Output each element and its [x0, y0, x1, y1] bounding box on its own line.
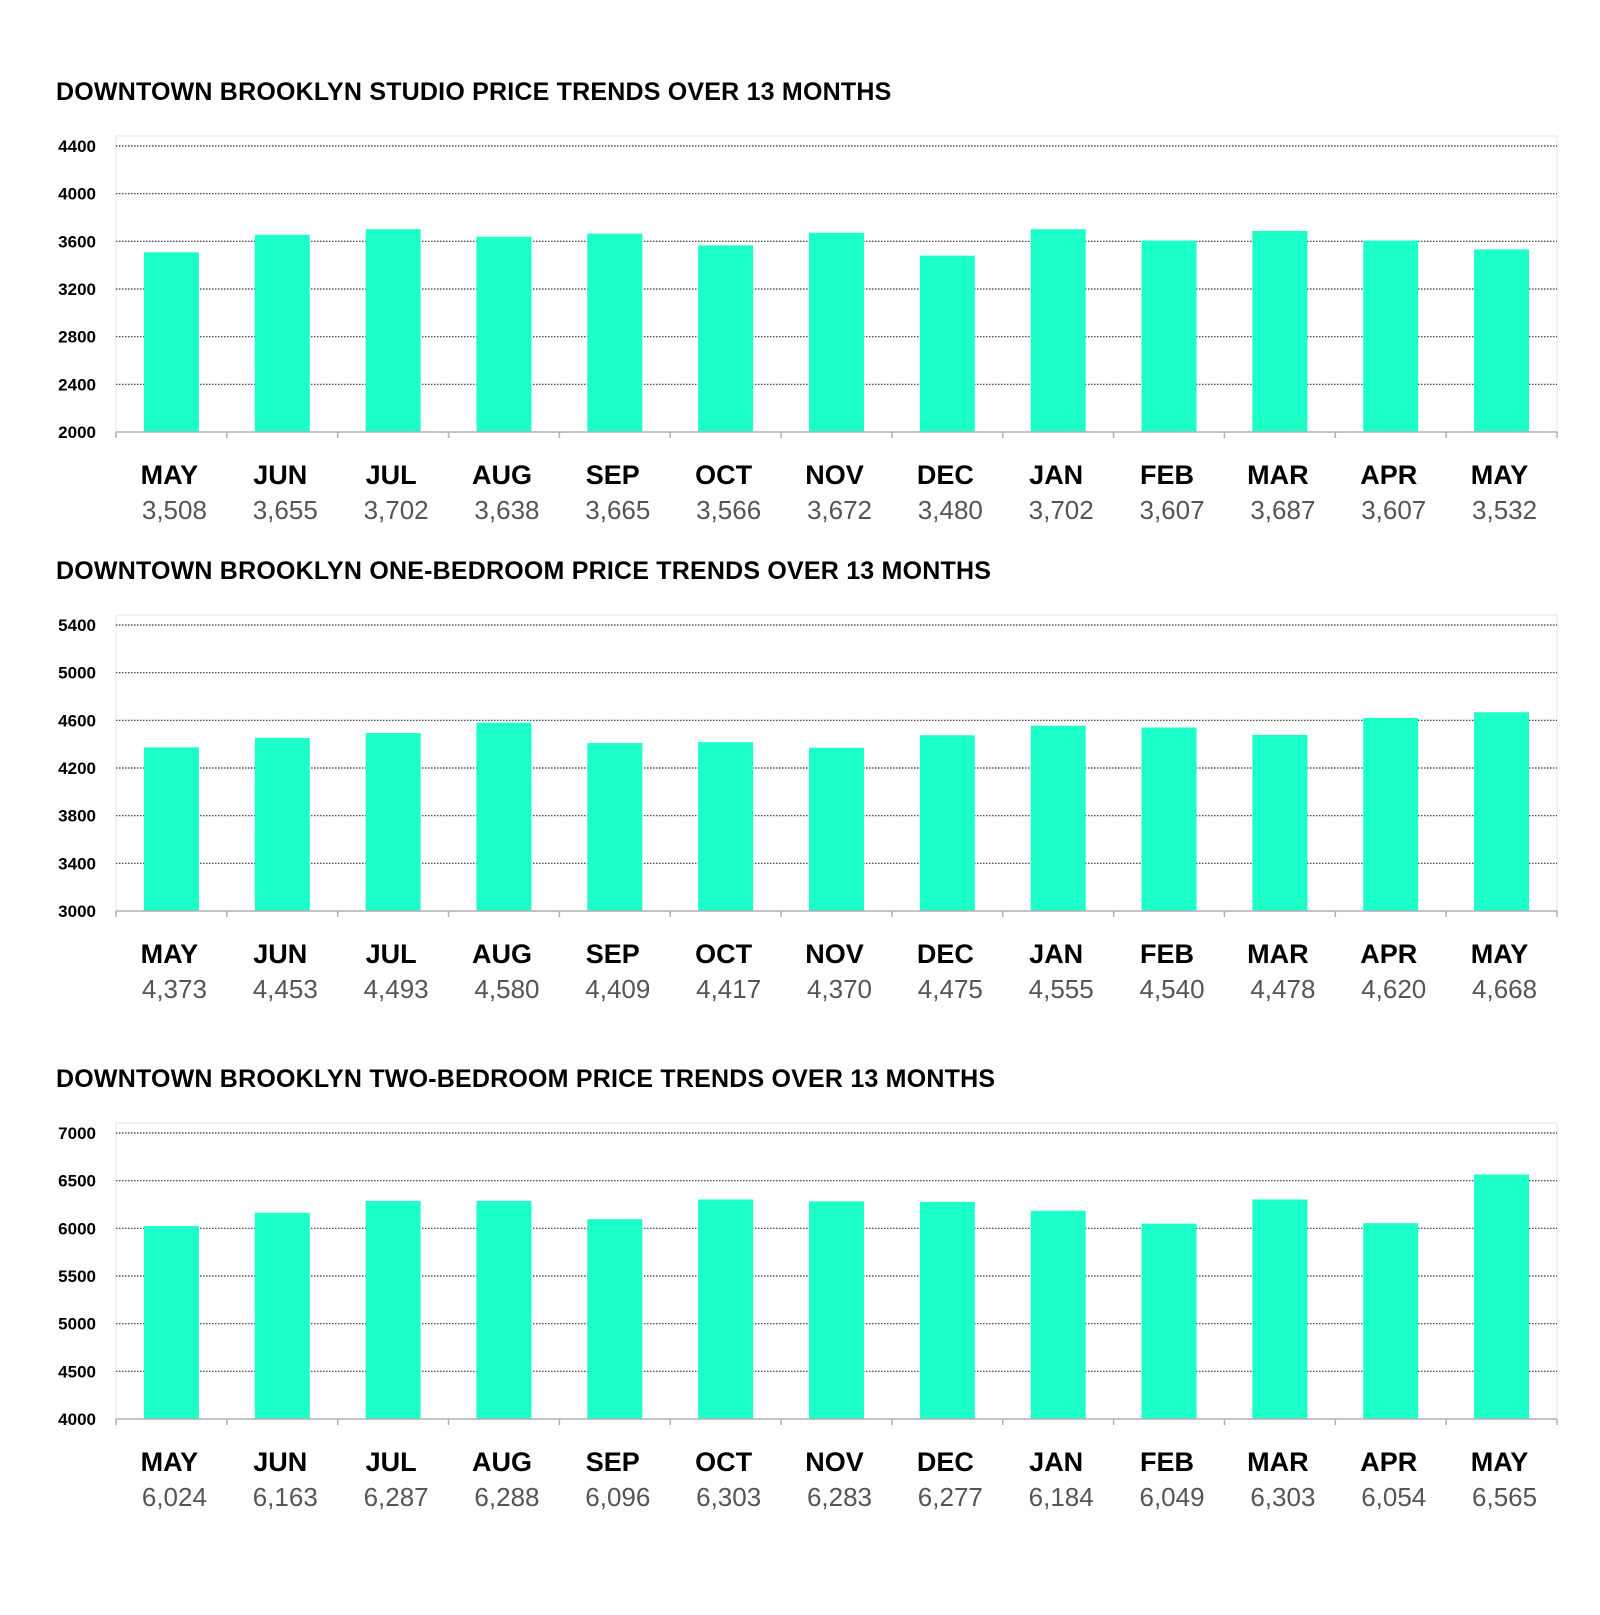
x-tick-label: SEP: [585, 460, 640, 490]
data-label: 4,478: [1250, 974, 1316, 1004]
bar: [920, 735, 975, 911]
data-label: 6,565: [1472, 1482, 1538, 1512]
data-label: 6,184: [1028, 1482, 1094, 1512]
bar: [1142, 727, 1197, 911]
x-tick-label: OCT: [695, 1447, 753, 1477]
x-tick-label: FEB: [1140, 939, 1195, 969]
data-label: 4,475: [917, 974, 983, 1004]
x-tick-label: JUL: [365, 460, 417, 490]
x-tick-label: FEB: [1140, 1447, 1195, 1477]
x-tick-label: APR: [1360, 460, 1418, 490]
chart-title: DOWNTOWN BROOKLYN TWO-BEDROOM PRICE TRENDS OVER 13 MONTHS: [56, 1065, 996, 1093]
studio-chart-panel: [0, 0, 1600, 525]
y-tick-label: 4000: [58, 1410, 96, 1429]
data-label: 3,702: [1028, 495, 1094, 525]
data-label: 3,638: [474, 495, 540, 525]
bar: [144, 252, 199, 432]
y-tick-label: 4200: [58, 759, 96, 778]
bar: [1363, 718, 1418, 911]
x-tick-label: AUG: [471, 460, 532, 490]
bar: [1474, 1174, 1529, 1419]
data-label: 3,508: [141, 495, 207, 525]
data-label: 3,480: [917, 495, 983, 525]
x-tick-label: JUL: [365, 1447, 417, 1477]
data-label: 4,373: [141, 974, 207, 1004]
bar: [366, 229, 421, 432]
data-label: 4,453: [252, 974, 318, 1004]
bar: [1363, 240, 1418, 432]
y-tick-label: 3200: [58, 280, 96, 299]
data-label: 3,672: [806, 495, 873, 525]
bar: [476, 723, 531, 911]
x-tick-label: AUG: [471, 1447, 532, 1477]
bar: [698, 742, 753, 911]
x-tick-label: MAY: [1470, 460, 1529, 490]
x-tick-label: JUN: [253, 939, 308, 969]
chart-title: DOWNTOWN BROOKLYN STUDIO PRICE TRENDS OVER 13 MONTHS: [56, 78, 892, 106]
one-bedroom-bar-chart: [0, 479, 1600, 1009]
data-label: 6,054: [1361, 1482, 1427, 1512]
data-label: 3,665: [585, 495, 651, 525]
bar: [809, 1201, 864, 1419]
bar: [809, 233, 864, 432]
x-tick-label: MAY: [1470, 939, 1529, 969]
y-tick-label: 5400: [58, 616, 96, 635]
x-tick-label: MAY: [1470, 1447, 1529, 1477]
x-tick-label: MAY: [140, 460, 199, 490]
bar: [920, 256, 975, 432]
bar: [698, 245, 753, 432]
bar: [587, 234, 642, 432]
data-label: 3,687: [1250, 495, 1316, 525]
x-tick-label: OCT: [695, 939, 753, 969]
x-tick-label: MAY: [140, 939, 199, 969]
chart-title: DOWNTOWN BROOKLYN ONE-BEDROOM PRICE TRENDS OVER 13 MONTHS: [56, 557, 992, 585]
x-tick-label: FEB: [1140, 460, 1195, 490]
data-label: 4,620: [1361, 974, 1427, 1004]
data-label: 3,566: [696, 495, 762, 525]
data-label: 6,288: [474, 1482, 540, 1512]
bar: [1142, 240, 1197, 432]
x-tick-label: SEP: [585, 939, 640, 969]
x-tick-label: MAR: [1247, 1447, 1309, 1477]
x-tick-label: JAN: [1029, 460, 1084, 490]
data-label: 3,655: [252, 495, 318, 525]
y-tick-label: 3800: [58, 806, 96, 826]
bar: [1252, 231, 1307, 432]
bar: [1474, 712, 1529, 911]
one-bedroom-chart-panel: [0, 479, 1600, 1004]
bar: [255, 235, 310, 432]
y-tick-label: 7000: [58, 1124, 96, 1143]
y-tick-label: 3000: [58, 902, 96, 921]
x-tick-label: APR: [1360, 1447, 1418, 1477]
data-label: 3,607: [1139, 495, 1205, 525]
data-label: 6,163: [252, 1482, 318, 1512]
data-label: 4,540: [1139, 974, 1205, 1004]
x-tick-label: AUG: [471, 939, 532, 969]
bar: [1252, 1199, 1307, 1419]
data-label: 4,580: [474, 974, 540, 1004]
x-tick-label: DEC: [916, 939, 974, 969]
y-tick-label: 5500: [58, 1267, 96, 1286]
x-tick-label: APR: [1360, 939, 1418, 969]
x-tick-label: MAR: [1247, 460, 1309, 490]
x-tick-label: JAN: [1029, 939, 1084, 969]
data-label: 4,417: [696, 974, 762, 1004]
y-tick-label: 2400: [58, 375, 96, 395]
y-tick-label: 4000: [58, 184, 96, 204]
bar: [920, 1202, 975, 1419]
bar: [144, 747, 199, 911]
studio-bar-chart: [0, 0, 1600, 530]
two-bedroom-chart-panel: [0, 987, 1600, 1512]
two-bedroom-bar-chart: [0, 987, 1600, 1517]
bar: [1031, 1211, 1086, 1419]
bar: [809, 748, 864, 911]
y-tick-label: 6500: [58, 1171, 96, 1191]
data-label: 6,303: [696, 1482, 762, 1512]
x-tick-label: SEP: [585, 1447, 640, 1477]
bar: [1252, 735, 1307, 911]
y-tick-label: 3600: [58, 232, 96, 252]
x-tick-label: MAY: [140, 1447, 199, 1477]
x-tick-label: JAN: [1029, 1447, 1084, 1477]
y-tick-label: 2000: [58, 423, 96, 442]
bar: [698, 1199, 753, 1419]
data-label: 6,024: [141, 1482, 207, 1512]
data-label: 6,096: [585, 1482, 651, 1512]
y-tick-label: 6000: [58, 1219, 96, 1239]
data-label: 6,277: [917, 1482, 983, 1512]
bar: [587, 1219, 642, 1419]
y-tick-label: 4500: [58, 1362, 96, 1382]
bar: [366, 1201, 421, 1419]
y-tick-label: 5000: [58, 663, 96, 683]
x-tick-label: MAR: [1247, 939, 1309, 969]
data-label: 3,532: [1472, 495, 1538, 525]
y-tick-label: 4600: [58, 711, 96, 731]
data-label: 4,668: [1472, 974, 1538, 1004]
data-label: 4,555: [1028, 974, 1094, 1004]
x-tick-label: JUN: [253, 1447, 308, 1477]
data-label: 6,287: [363, 1482, 429, 1512]
data-label: 6,283: [806, 1482, 873, 1512]
data-label: 4,493: [363, 974, 429, 1004]
bar: [476, 237, 531, 432]
bar: [255, 1213, 310, 1419]
x-tick-label: NOV: [805, 1447, 864, 1477]
bar: [476, 1201, 531, 1419]
bar: [1474, 249, 1529, 432]
x-tick-label: DEC: [916, 460, 974, 490]
x-tick-label: NOV: [805, 460, 864, 490]
data-label: 4,409: [585, 974, 651, 1004]
data-label: 3,702: [363, 495, 429, 525]
y-tick-label: 4400: [58, 137, 96, 156]
x-tick-label: JUN: [253, 460, 308, 490]
bar: [1363, 1223, 1418, 1419]
bar: [144, 1226, 199, 1419]
y-tick-label: 5000: [58, 1314, 96, 1334]
data-label: 3,607: [1361, 495, 1427, 525]
data-label: 6,303: [1250, 1482, 1316, 1512]
bar: [366, 733, 421, 911]
x-tick-label: JUL: [365, 939, 417, 969]
bar: [255, 738, 310, 911]
y-tick-label: 2800: [58, 327, 96, 347]
x-tick-label: DEC: [916, 1447, 974, 1477]
bar: [1031, 229, 1086, 432]
y-tick-label: 3400: [58, 854, 96, 874]
bar: [587, 743, 642, 911]
bar: [1142, 1224, 1197, 1419]
data-label: 6,049: [1139, 1482, 1205, 1512]
x-tick-label: OCT: [695, 460, 753, 490]
bar: [1031, 726, 1086, 911]
x-tick-label: NOV: [805, 939, 864, 969]
data-label: 4,370: [806, 974, 873, 1004]
